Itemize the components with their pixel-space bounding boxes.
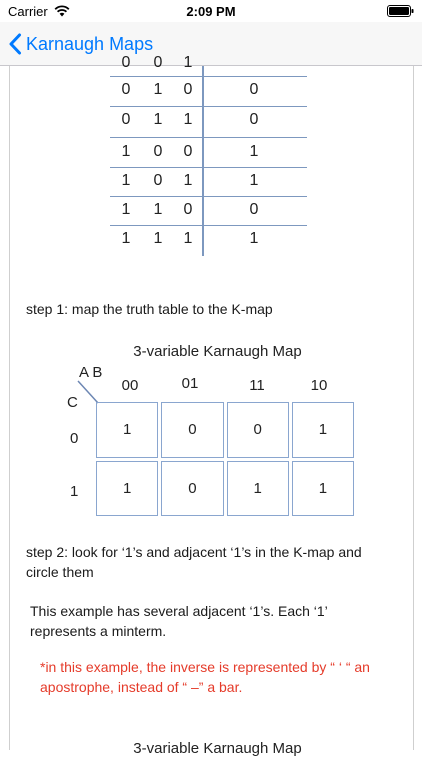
kmap-cell: 0 — [161, 402, 223, 458]
kmap-ab-label: A B — [79, 364, 103, 381]
chevron-left-icon — [8, 33, 22, 55]
kmap-cell: 1 — [96, 461, 158, 517]
battery-icon — [387, 5, 414, 17]
kmap-cell: 1 — [292, 461, 354, 517]
kmap-cell: 0 — [227, 402, 289, 458]
carrier-label: Carrier — [8, 4, 48, 19]
status-bar — [0, 0, 422, 22]
navigation-bar — [0, 22, 422, 66]
status-time: 2:09 PM — [186, 4, 236, 19]
kmap-column-header: 01 — [181, 375, 199, 392]
example-text: This example has several adjacent ‘1’s. Each ‘1’ represents a minterm. — [30, 603, 328, 639]
kmap-c-label: C — [67, 394, 78, 411]
kmap-title: 3-variable Karnaugh Map — [133, 343, 302, 360]
note-text: *in this example, the inverse is represented by “ ‘ “ an apostrophe, instead of “ –” a bar. — [40, 659, 370, 695]
kmap-column-header: 00 — [121, 377, 139, 394]
kmap-column-header: 10 — [310, 377, 328, 394]
kmap-cell: 1 — [96, 402, 158, 458]
kmap-row-header: 0 — [70, 430, 79, 447]
truth-table: 0 0 1 0 1 0 0 0 1 1 0 1 0 0 1 1 0 1 1 1 1 0 0 1 1 1 1 — [10, 66, 415, 266]
step1-text: step 1: map the truth table to the K-map — [26, 301, 273, 317]
kmap-cell: 1 — [227, 461, 289, 517]
kmap-cell: 0 — [161, 461, 223, 517]
content-image — [9, 54, 414, 757]
back-label: Karnaugh Maps — [26, 33, 154, 54]
kmap-grid — [96, 402, 354, 516]
kmap-cell: 1 — [292, 402, 354, 458]
kmap-row-header: 1 — [70, 483, 79, 500]
step2-text: step 2: look for ‘1’s and adjacent ‘1’s in the K-map and circle them — [26, 544, 362, 580]
karnaugh-map — [10, 341, 415, 521]
kmap-column-header: 11 — [249, 377, 265, 394]
cutoff-title: 3-variable Karnaugh Map — [133, 740, 302, 757]
